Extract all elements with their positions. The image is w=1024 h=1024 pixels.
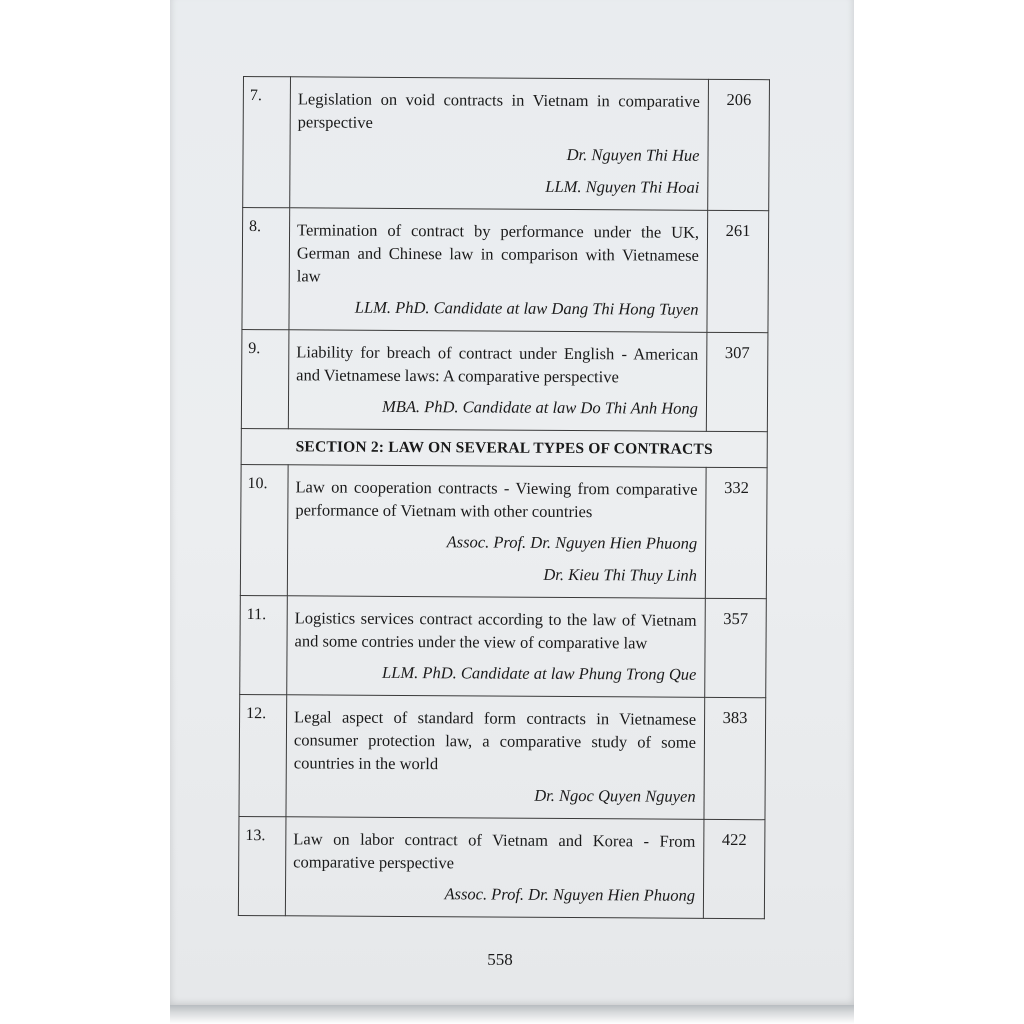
- table-of-contents: [238, 76, 770, 919]
- entry-content: [290, 77, 709, 211]
- entry-content: [287, 596, 706, 698]
- entry-title: Liability for breach of contract under English - American and Vietnamese laws: A comparative perspective: [296, 342, 699, 387]
- entry-content: [289, 208, 708, 333]
- toc-entry: [239, 694, 766, 819]
- entry-page: 307: [706, 332, 768, 431]
- toc-entry: [241, 329, 768, 431]
- toc-entry: [238, 816, 765, 918]
- toc-rows-part-2: [238, 464, 767, 918]
- entry-content: [286, 695, 705, 820]
- entry-title: Legal aspect of standard form contracts in Vietnamese consumer protection law, a comparative study of some countries in the world: [293, 707, 697, 774]
- entry-content: [287, 465, 706, 599]
- entry-page: 383: [704, 697, 766, 819]
- toc-entry: [240, 595, 767, 697]
- entry-content: [288, 330, 707, 432]
- entry-number: 12.: [239, 694, 287, 816]
- entry-page: 422: [703, 819, 765, 918]
- entry-author: LLM. PhD. Candidate at law Dang Thi Hong Tuyen: [354, 297, 699, 319]
- entry-number: 8.: [242, 208, 290, 330]
- entry-author: Dr. Nguyen Thi Hue: [566, 144, 700, 165]
- entry-number: 13.: [238, 816, 286, 915]
- entry-title: Law on cooperation contracts - Viewing from comparative performance of Vietnam with other countries: [295, 477, 698, 522]
- entry-author: LLM. Nguyen Thi Hoai: [545, 176, 700, 197]
- section-row: [241, 428, 767, 467]
- toc-entry: [242, 208, 769, 333]
- entry-number: 11.: [240, 595, 288, 694]
- entry-number: 9.: [241, 329, 289, 428]
- entry-title: Legislation on void contracts in Vietnam in comparative perspective: [297, 89, 700, 132]
- entry-author: Dr. Kieu Thi Thuy Linh: [543, 564, 698, 585]
- page-number: 558: [487, 950, 513, 969]
- entry-number: 10.: [240, 464, 288, 595]
- entry-author: Dr. Ngoc Quyen Nguyen: [534, 785, 696, 806]
- entry-content: [285, 817, 704, 919]
- entry-author: Assoc. Prof. Dr. Nguyen Hien Phuong: [446, 532, 698, 553]
- entry-author: MBA. PhD. Candidate at law Do Thi Anh Hong: [381, 396, 699, 418]
- entry-page: 332: [705, 467, 767, 598]
- entry-page: 206: [708, 79, 770, 210]
- entry-title: Termination of contract by performance under the UK, German and Chinese law in comparison with Vietnamese law: [296, 220, 700, 286]
- toc-entry: [243, 77, 770, 211]
- entry-author: LLM. PhD. Candidate at law Phung Trong Que: [382, 662, 697, 684]
- entry-page: 261: [707, 210, 769, 332]
- section-heading: SECTION 2: LAW ON SEVERAL TYPES OF CONTRACTS: [241, 428, 767, 467]
- toc-rows-part-1: [241, 77, 769, 432]
- page-edge: [170, 1005, 854, 1024]
- entry-title: Law on labor contract of Vietnam and Korea - From comparative perspective: [293, 829, 696, 873]
- entry-number: 7.: [243, 77, 291, 208]
- entry-page: 357: [705, 598, 767, 697]
- entry-author: Assoc. Prof. Dr. Nguyen Hien Phuong: [444, 884, 696, 905]
- entry-title: Logistics services contract according to the law of Vietnam and some contries under the view of comparative law: [294, 608, 697, 653]
- toc-entry: [240, 464, 767, 598]
